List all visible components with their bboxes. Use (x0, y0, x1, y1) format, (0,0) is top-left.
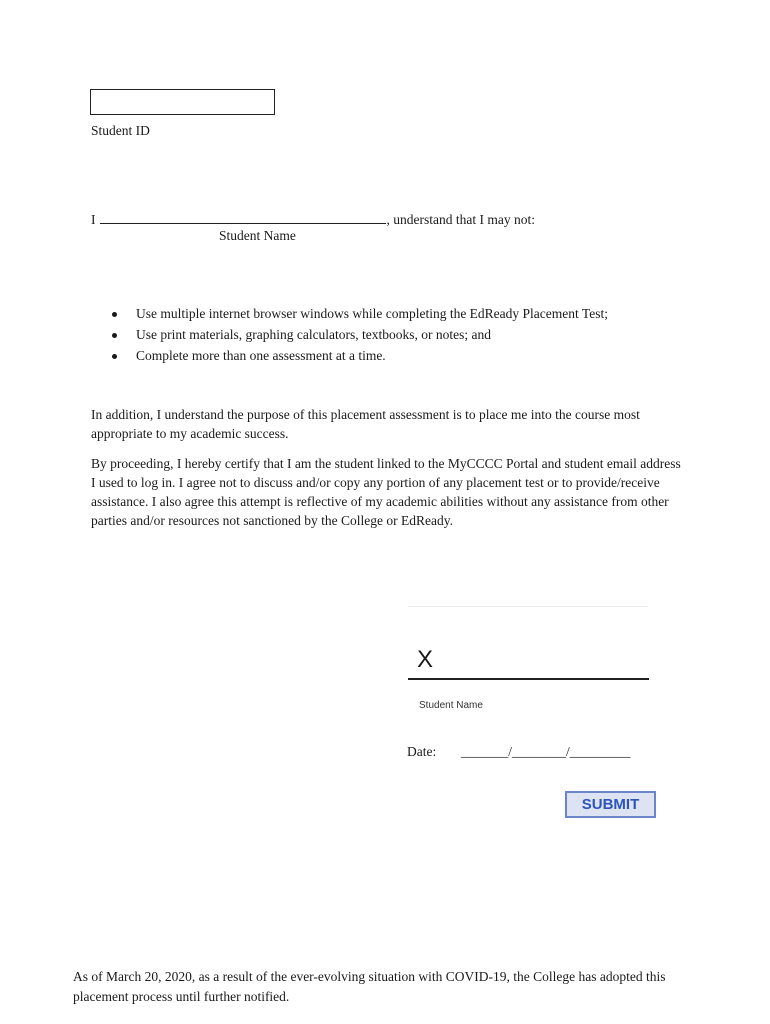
pledge-suffix: , understand that I may not: (386, 212, 535, 227)
bullet-icon (112, 354, 117, 359)
list-item (108, 326, 608, 347)
signature-field[interactable] (408, 678, 649, 680)
pledge-sentence (91, 210, 535, 228)
list-item-text: Use multiple internet browser windows while completing the EdReady Placement Test; (136, 306, 608, 321)
date-label: Date: (407, 744, 437, 759)
list-item (108, 347, 608, 368)
student-id-field[interactable] (90, 89, 275, 115)
covid-footer-note: As of March 20, 2020, as a result of the ever-evolving situation with COVID-19, the College has adopted this placement process until further notified. (73, 969, 666, 1004)
restrictions-list (108, 305, 608, 368)
list-item (108, 305, 608, 326)
signature-caption: Student Name (419, 700, 483, 711)
student-name-field[interactable] (100, 210, 386, 224)
pledge-prefix: I (91, 212, 96, 227)
list-item-text: Use print materials, graphing calculators, textbooks, or notes; and (136, 327, 492, 342)
student-id-label: Student ID (91, 123, 150, 138)
signature-mark: X (417, 646, 434, 673)
understanding-paragraph: In addition, I understand the purpose of this placement assessment is to place me into the course most appropriate to my academic success. (91, 407, 640, 441)
certification-paragraph: By proceeding, I hereby certify that I am the student linked to the MyCCCC Portal and student email address I used to log in. I agree not to discuss and/or copy any portion of any placement test or to provide/receive assistance. I also agree this attempt is reflective of my academic abilities without any assistance from other parties and/or resources not sanctioned by the College or EdReady. (91, 456, 681, 528)
bullet-icon (112, 333, 117, 338)
student-name-caption: Student Name (219, 228, 296, 243)
signature-divider (408, 606, 648, 607)
submit-button[interactable]: SUBMIT (565, 791, 656, 818)
list-item-text: Complete more than one assessment at a time. (136, 348, 386, 363)
bullet-icon (112, 312, 117, 317)
date-field[interactable]: _______/________/_________ (461, 744, 631, 759)
